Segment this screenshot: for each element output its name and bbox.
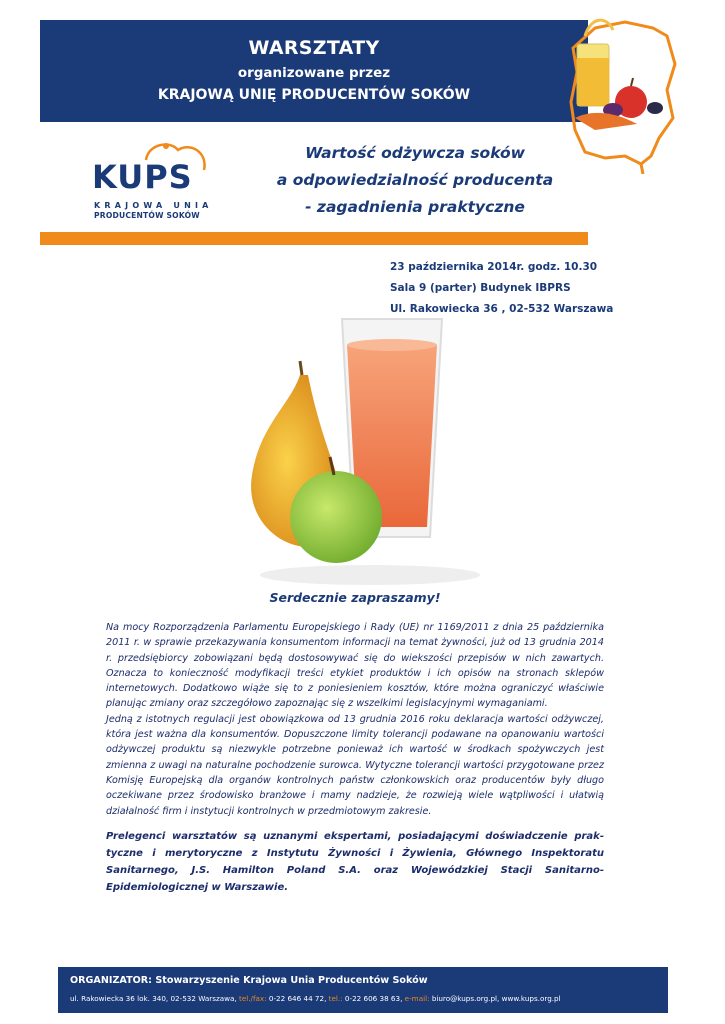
telfax-label: tel./fax: [239, 994, 267, 1003]
tel-label: tel.: [328, 994, 343, 1003]
organizer-name: Stowarzyszenie Krajowa Unia Producentów Soków [155, 975, 428, 986]
logo-line1: KRAJOWA UNIA [94, 201, 213, 210]
email-link[interactable]: biuro@kups.org.pl, [431, 994, 500, 1003]
orange-divider [40, 232, 588, 245]
body-paragraph-1: Na mocy Rozporządzenia Parlamentu Europejskiego i Rady (UE) nr 1169/2011 z dnia 25 października 2011 r. w sprawie przekazywania konsumentom informacji na temat żywności, już od 13 grudnia 2014 r. przedsiębiorcy zobowiązani będą dostosowywać się do wiekszości przepisów w nich zawartych. Oznacza to konieczność modyfikacji treści etykiet produktów i ich opisów na stronach sklepów internetowych. Dodatkowo wiąże się to z poniesieniem kosztów, które można ograniczyć właściwie planując zmiany oraz szczegółowo zapoznając się z wszelkimi legislacyjnymi wymaganiami. [106, 622, 604, 710]
footer-banner [58, 967, 668, 1013]
body-paragraph-2: Jedną z istotnych regulacji jest obowiązkowa od 13 grudnia 2016 roku deklaracja wartości odżywczej, która jest ważna dla konsumentów. Dopuszczone limity tolerancji podawane na opanowaniu wartości odżywczej produktu są niezwykle potrzebne ponieważ ich wartość w środkach spożywczych jest zmienna z uwagi na naturalne pochodzenie surowca. Wytyczne tolerancji wartości przygotowane przez Komisję Europejską dla organów kontrolnych państw członkowskich oraz producentów były długo oczekiwane przez środowisko branżowe i mamy nadzieje, że rozwieją wiele wątpliwości i ułatwią działalność firm i instytucji kontrolnych w przedmiotowym zakresie. [106, 713, 604, 817]
footer-contact [70, 994, 561, 1003]
website-link[interactable]: www.kups.org.pl [501, 994, 561, 1003]
speakers-paragraph: Prelegenci warsztatów są uznanymi ekspertami, posiadającymi doświadczenie praktyczne i merytoryczne z Instytutu Żywności i Żywienia, Głównego Inspektoratu Sanitarnego, J.S. Hamilton Poland S.A. oraz Wojewódzkiej Stacji Sanitarno-Epidemiologicznej w Warszawie. [106, 830, 604, 893]
header-banner [40, 20, 588, 122]
juice-fruit-photo [230, 305, 490, 590]
invitation-heading: Serdecznie zapraszamy! [269, 590, 441, 605]
kups-logo [86, 140, 226, 225]
event-room: Sala 9 (parter) Budynek IBPRS [390, 282, 571, 294]
organizer-label: ORGANIZATOR: [70, 975, 153, 986]
email-label: e-mail: [404, 994, 430, 1003]
event-date: 23 października 2014r. godz. 10.30 [390, 261, 598, 273]
workshop-title [260, 140, 570, 221]
tel-number: 0-22 606 38 63, [344, 994, 403, 1003]
title-line3: - zagadnienia praktyczne [305, 198, 525, 216]
title-line1: Wartość odżywcza soków [305, 144, 525, 162]
header-organizer: KRAJOWĄ UNIĘ PRODUCENTÓW SOKÓW [157, 87, 471, 103]
header-title: WARSZTATY [248, 37, 380, 59]
logo-line2: PRODUCENTÓW SOKÓW [94, 211, 200, 220]
poland-juice-illustration [555, 6, 685, 176]
header-subtitle: organizowane przez [237, 65, 391, 81]
logo-wordmark: KUPS [92, 158, 193, 196]
footer-organizer [70, 975, 428, 986]
title-line2: a odpowiedzialność producenta [276, 171, 554, 189]
event-address: Ul. Rakowiecka 36 , 02-532 Warszawa [390, 303, 614, 315]
footer-address: ul. Rakowiecka 36 lok. 340, 02-532 Warszawa, [70, 994, 237, 1003]
body-text [106, 620, 604, 896]
telfax-number: 0-22 646 44 72, [268, 994, 327, 1003]
